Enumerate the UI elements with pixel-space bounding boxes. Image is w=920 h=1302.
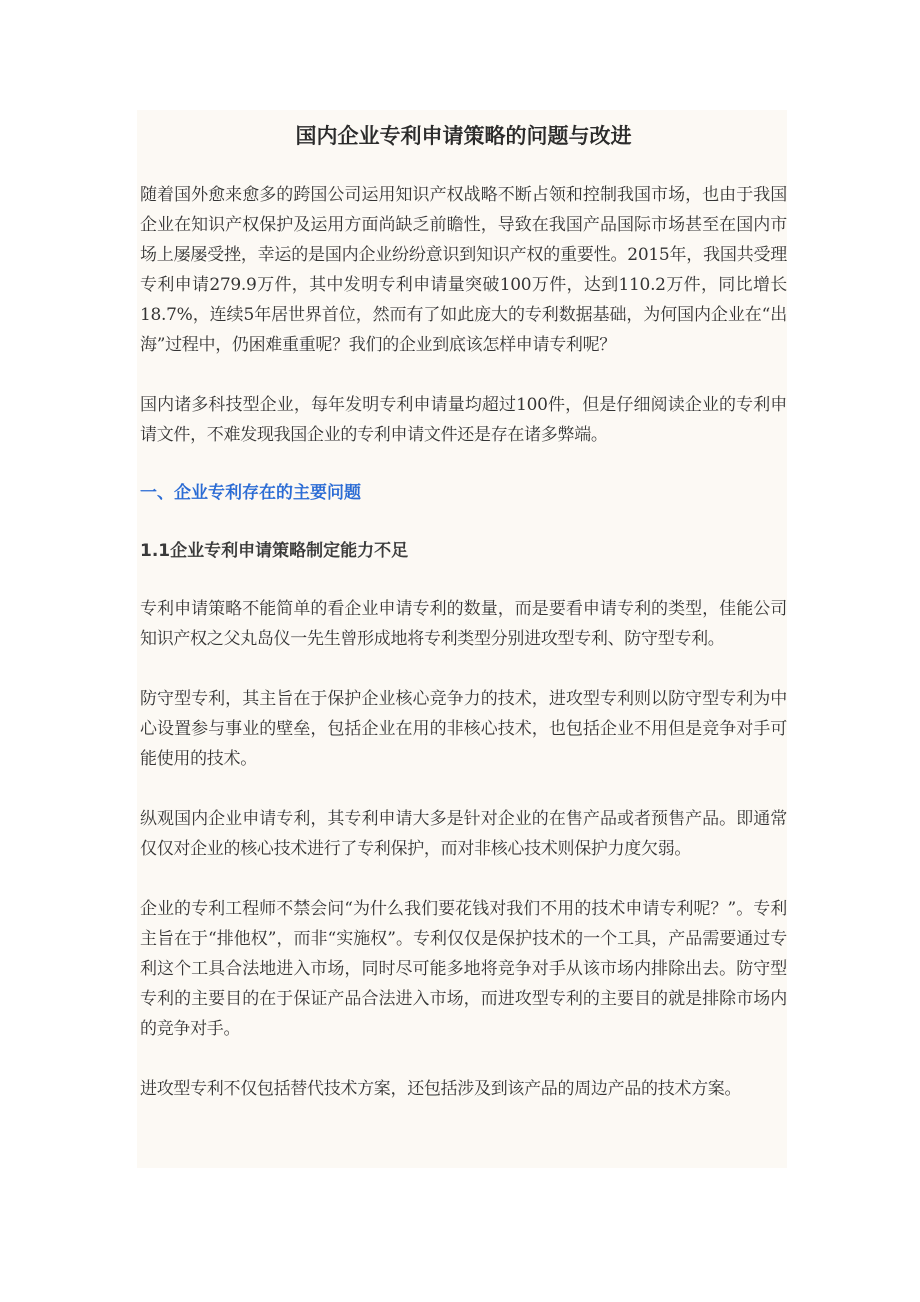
paragraph-2: 国内诸多科技型企业，每年发明专利申请量均超过100件，但是仔细阅读企业的专利申请文件，不难发现我国企业的专利申请文件还是存在诸多弊端。 — [140, 395, 787, 445]
paragraph-6: 企业的专利工程师不禁会问“为什么我们要花钱对我们不用的技术申请专利呢？”。专利主旨在于“排他权”，而非“实施权”。专利仅仅是保护技术的一个工具，产品需要通过专利这个工具合法地进入市场，同时尽可能多地将竞争对手从该市场内排除出去。防守型专利的主要目的在于保证产品合法进入市场，而进攻型专利的主要目的就是排除市场内的竞争对手。 — [140, 899, 787, 1039]
paragraph-7: 进攻型专利不仅包括替代技术方案，还包括涉及到该产品的周边产品的技术方案。 — [140, 1079, 742, 1099]
article-body — [137, 110, 787, 1168]
page-title: 国内企业专利申请策略的问题与改进 — [295, 124, 632, 148]
spacer — [140, 360, 787, 390]
spacer — [140, 864, 787, 894]
paragraph-5: 纵观国内企业申请专利，其专利申请大多是针对企业的在售产品或者预售产品。即通常仅仅对企业的核心技术进行了专利保护，而对非核心技术则保护力度欠弱。 — [140, 809, 787, 859]
paragraph-3: 专利申请策略不能简单的看企业申请专利的数量，而是要看申请专利的类型，佳能公司知识产权之父丸岛仪一先生曾形成地将专利类型分别进攻型专利、防守型专利。 — [140, 599, 787, 649]
paragraph-4: 防守型专利，其主旨在于保护企业核心竞争力的技术，进攻型专利则以防守型专利为中心设置参与事业的壁垒，包括企业在用的非核心技术，也包括企业不用但是竞争对手可能使用的技术。 — [140, 689, 787, 769]
spacer — [140, 508, 787, 536]
section-heading-1: 一、企业专利存在的主要问题 — [140, 483, 361, 503]
spacer — [140, 152, 787, 180]
intro-paragraph: 随着国外愈来愈多的跨国公司运用知识产权战略不断占领和控制我国市场，也由于我国企业在知识产权保护及运用方面尚缺乏前瞻性，导致在我国产品国际市场甚至在国内市场上屡屡受挫，幸运的是国内企业纷纷意识到知识产权的重要性。2015年，我国共受理专利申请279.9万件，其中发明专利申请量突破100万件，达到110.2万件，同比增长18.7%，连续5年居世界首位，然而有了如此庞大的专利数据基础，为何国内企业在“出海”过程中，仍困难重重呢？我们的企业到底该怎样申请专利呢？ — [140, 185, 787, 355]
spacer — [140, 566, 787, 594]
subsection-heading-1-1: 1.1企业专利申请策略制定能力不足 — [140, 541, 409, 561]
spacer — [140, 654, 787, 684]
spacer — [140, 774, 787, 804]
spacer — [140, 450, 787, 478]
spacer — [140, 1044, 787, 1074]
